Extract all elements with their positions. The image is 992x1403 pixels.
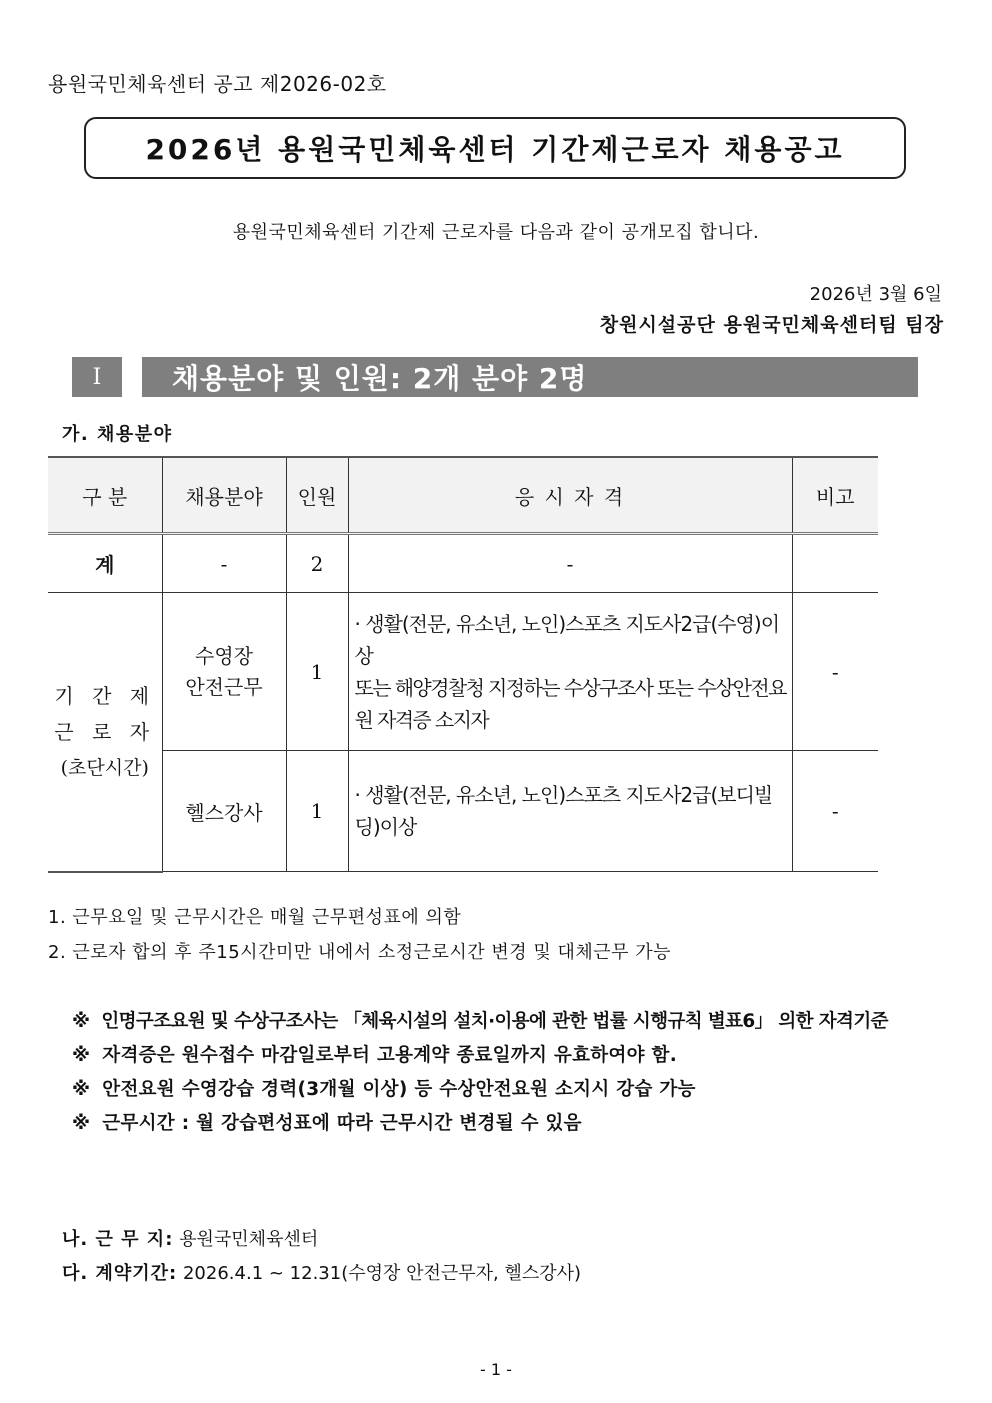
category-line: 근 로 자 (54, 719, 156, 744)
work-place (62, 1225, 318, 1251)
header-note: 비고 (792, 457, 878, 534)
contract-value: 2026.4.1 ~ 12.31(수영장 안전근무자, 헬스강사) (182, 1263, 582, 1284)
total-label: 계 (48, 534, 162, 593)
qualification-line: · 생활(전문, 유소년, 노인)스포츠 지도사2급(수영)이상 (354, 611, 780, 668)
count-cell: 1 (286, 593, 348, 751)
note-text: 근무시간 : 월 강습편성표에 따라 근무시간 변경될 수 있음 (102, 1113, 582, 1134)
qualification-cell (348, 751, 792, 872)
contract-label: 다. 계약기간: (62, 1263, 178, 1284)
category-line: 기 간 제 (54, 683, 156, 708)
section-number: Ⅰ (72, 357, 122, 397)
qualification-cell (348, 593, 792, 751)
total-qualification: - (348, 534, 792, 593)
total-note (792, 534, 878, 593)
header-qualification: 응 시 자 격 (348, 457, 792, 534)
work-place-label: 나. 근 무 지: (62, 1229, 174, 1250)
total-count: 2 (286, 534, 348, 593)
note-mark: ※ (72, 1079, 91, 1100)
table-row (48, 751, 878, 872)
qualification-line: 또는 해양경찰청 지정하는 수상구조사 또는 수상안전요원 자격증 소지자 (354, 675, 786, 732)
note-item (72, 1109, 582, 1135)
note-mark: ※ (72, 1011, 90, 1032)
header-category: 구 분 (48, 457, 162, 534)
issuer: 창원시설공단 용원국민체육센터팀 팀장 (599, 314, 944, 336)
section-title: 채용분야 및 인원: 2개 분야 2명 (142, 357, 918, 397)
note-item (72, 1007, 888, 1033)
notice-date: 2026년 3월 6일 (809, 284, 942, 305)
table-row (48, 593, 878, 751)
note-text: 자격증은 원수접수 마감일로부터 고용계약 종료일까지 유효하여야 함. (102, 1045, 678, 1066)
header-field: 채용분야 (162, 457, 286, 534)
notice-number: 용원국민체육센터 공고 제2026-02호 (48, 72, 387, 96)
total-field: - (162, 534, 286, 593)
note-item (72, 1075, 696, 1101)
work-place-value: 용원국민체육센터 (179, 1229, 319, 1250)
list-item: 2. 근로자 합의 후 주15시간미만 내에서 소정근로시간 변경 및 대체근무 가능 (48, 942, 672, 963)
table-row-total (48, 534, 878, 593)
table-header-row (48, 457, 878, 534)
list-item: 1. 근무요일 및 근무시간은 매월 근무편성표에 의함 (48, 907, 462, 928)
field-line: 헬스강사 (185, 800, 263, 825)
field-line: 안전근무 (185, 674, 263, 699)
note-mark: ※ (72, 1045, 91, 1066)
count-cell: 1 (286, 751, 348, 872)
page-number: - 1 - (480, 1360, 512, 1379)
intro-text: 용원국민체육센터 기간제 근로자를 다음과 같이 공개모집 합니다. (232, 222, 760, 243)
note-mark: ※ (72, 1113, 91, 1134)
subsection-recruit-field: 가. 채용분야 (62, 424, 173, 445)
header-count: 인원 (286, 457, 348, 534)
note-cell: - (792, 593, 878, 751)
category-line: (초단시간) (60, 756, 149, 779)
field-cell (162, 751, 286, 872)
document-title-box (84, 117, 906, 179)
note-text: 안전요원 수영강습 경력(3개월 이상) 등 수상안전요원 소지시 강습 가능 (102, 1079, 696, 1100)
field-line: 수영장 (195, 643, 253, 668)
field-cell (162, 593, 286, 751)
document-title: 2026년 용원국민체육센터 기간제근로자 채용공고 (145, 133, 845, 166)
qualification-line: · 생활(전문, 유소년, 노인)스포츠 지도사2급(보디빌딩)이상 (354, 783, 773, 839)
note-cell: - (792, 751, 878, 872)
note-text: 인명구조요원 및 수상구조사는 「체육시설의 설치·이용에 관한 법률 시행규칙 별표6」 의한 자격기준 (101, 1011, 888, 1032)
contract-period (62, 1259, 581, 1285)
note-item (72, 1041, 677, 1067)
recruitment-table (48, 456, 878, 873)
category-cell (48, 593, 162, 872)
